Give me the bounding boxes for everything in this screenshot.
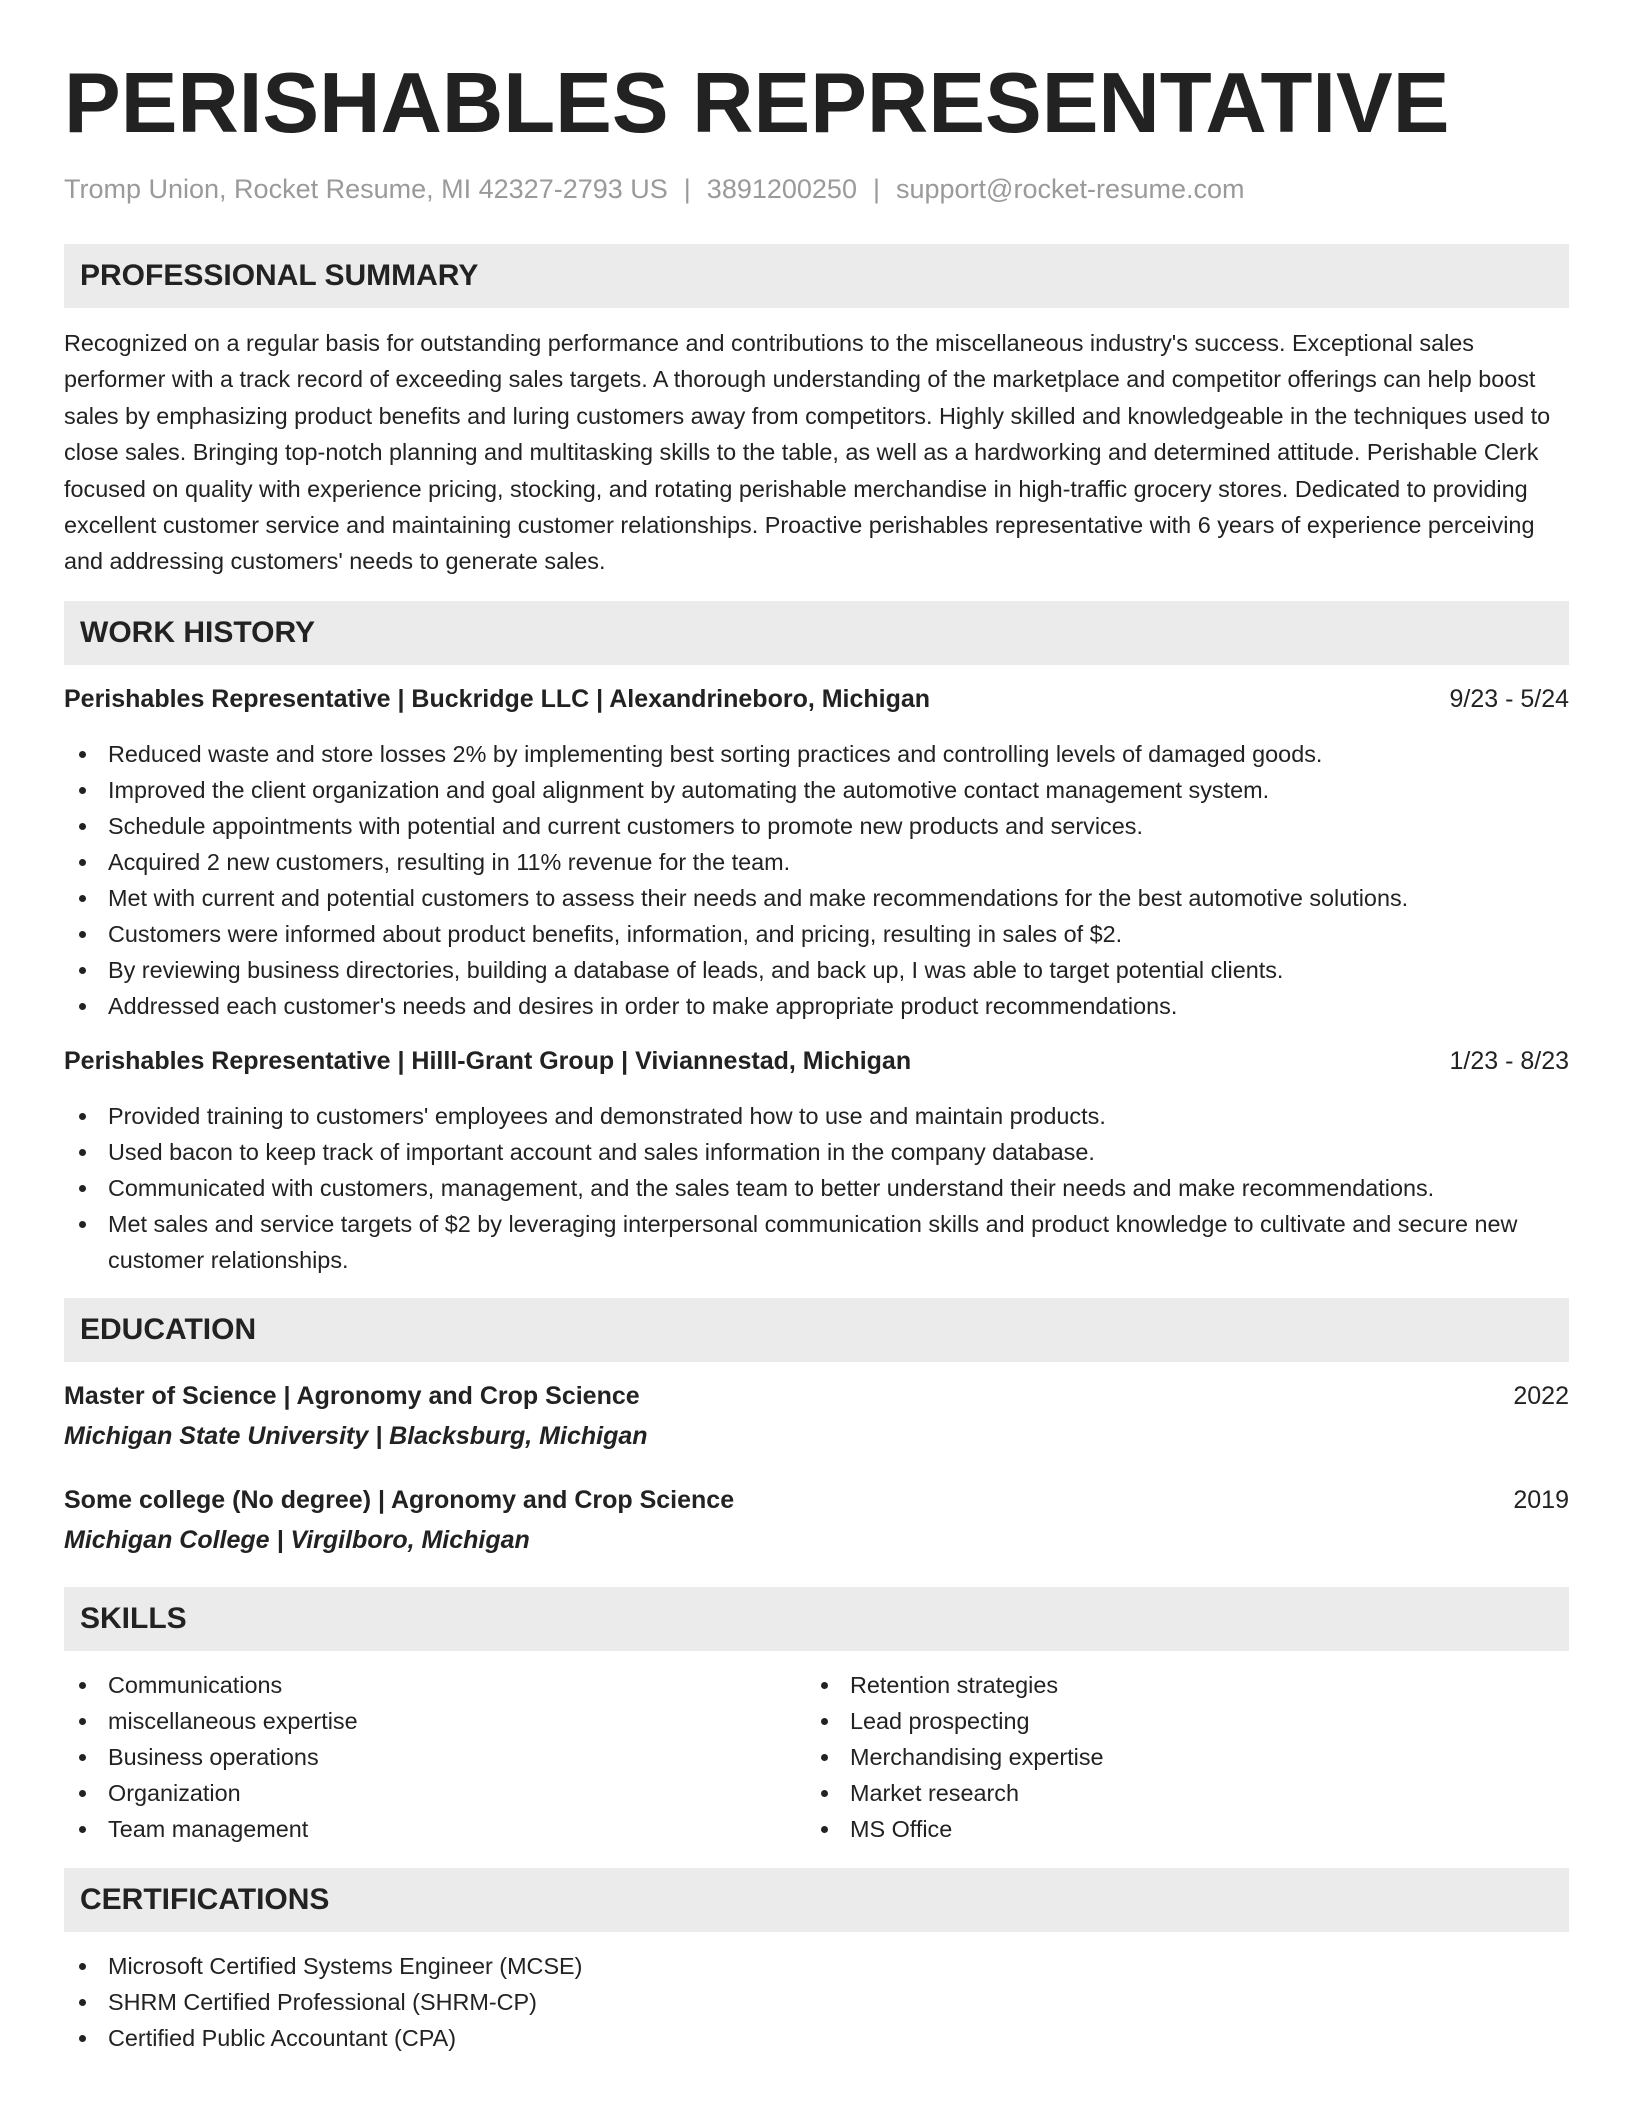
education-header (64, 1483, 1569, 1517)
job-dates: 9/23 - 5/24 (1449, 684, 1569, 713)
skills-grid (64, 1667, 1569, 1847)
summary-heading: PROFESSIONAL SUMMARY (64, 244, 1569, 308)
skill-item: Business operations (64, 1739, 806, 1775)
contact-separator: | (683, 174, 691, 204)
certification-item: Certified Public Accountant (CPA) (64, 2020, 1569, 2056)
job-bullet: Schedule appointments with potential and current customers to promote new products and services. (64, 808, 1569, 844)
contact-separator: | (872, 174, 880, 204)
education-section (64, 1298, 1569, 1557)
skill-item: Market research (806, 1775, 1548, 1811)
job-bullet: Improved the client organization and goal alignment by automating the automotive contact management system. (64, 772, 1569, 808)
job-entry (64, 1044, 1569, 1278)
job-bullets (64, 1098, 1569, 1278)
job-bullet: Acquired 2 new customers, resulting in 11% revenue for the team. (64, 844, 1569, 880)
skills-section (64, 1587, 1569, 1847)
job-bullet: Used bacon to keep track of important account and sales information in the company database. (64, 1134, 1569, 1170)
contact-email: support@rocket-resume.com (895, 174, 1245, 204)
education-entry (64, 1379, 1569, 1453)
candidate-name: PERISHABLES REPRESENTATIVE (64, 56, 1450, 151)
certifications-heading: CERTIFICATIONS (64, 1868, 1569, 1932)
job-bullet: By reviewing business directories, building a database of leads, and back up, I was able to target potential clients. (64, 952, 1569, 988)
contact-line (64, 172, 1569, 206)
work-history-heading: WORK HISTORY (64, 601, 1569, 665)
skill-item: Team management (64, 1811, 806, 1847)
education-degree: Some college (No degree) | Agronomy and Crop Science (64, 1485, 735, 1514)
contact-address: Tromp Union, Rocket Resume, MI 42327-2793 US (64, 174, 668, 204)
certification-item: SHRM Certified Professional (SHRM-CP) (64, 1984, 1569, 2020)
job-entry (64, 682, 1569, 1024)
skill-item: MS Office (806, 1811, 1548, 1847)
skill-item: Lead prospecting (806, 1703, 1548, 1739)
job-bullet: Communicated with customers, management, and the sales team to better understand their needs and make recommendations. (64, 1170, 1569, 1206)
certifications-section (64, 1868, 1569, 2056)
job-bullet: Customers were informed about product benefits, information, and pricing, resulting in sales of $2. (64, 916, 1569, 952)
education-year: 2019 (1513, 1485, 1569, 1514)
skill-item: Organization (64, 1775, 806, 1811)
job-bullet: Reduced waste and store losses 2% by implementing best sorting practices and controlling levels of damaged goods. (64, 736, 1569, 772)
certifications-list (64, 1948, 1569, 2056)
job-bullets (64, 736, 1569, 1024)
education-school: Michigan State University | Blacksburg, Michigan (64, 1421, 648, 1450)
skill-item: Communications (64, 1667, 806, 1703)
job-title: Perishables Representative | Hilll-Grant Group | Viviannestad, Michigan (64, 1046, 912, 1075)
skill-item: Merchandising expertise (806, 1739, 1548, 1775)
summary-section (64, 244, 1569, 580)
certification-item: Microsoft Certified Systems Engineer (MCSE) (64, 1948, 1569, 1984)
job-bullet: Provided training to customers' employees and demonstrated how to use and maintain products. (64, 1098, 1569, 1134)
education-heading: EDUCATION (64, 1298, 1569, 1362)
summary-text: Recognized on a regular basis for outstanding performance and contributions to the miscellaneous industry's success. Exceptional sales performer with a track record of exceeding sales targets. A thorough understanding of the marketplace and competitor offerings can help boost sales by emphasizing product benefits and luring customers away from competitors. Highly skilled and knowledgeable in the techniques used to close sales. Bringing top-notch planning and multitasking skills to the table, as well as a hardworking and determined attitude. Perishable Clerk focused on quality with experience pricing, stocking, and rotating perishable merchandise in high-traffic grocery stores. Dedicated to providing excellent customer service and maintaining customer relationships. Proactive perishables representative with 6 years of experience perceiving and addressing customers' needs to generate sales. (64, 330, 1551, 575)
job-bullet: Addressed each customer's needs and desires in order to make appropriate product recommendations. (64, 988, 1569, 1024)
skill-item: miscellaneous expertise (64, 1703, 806, 1739)
job-bullet: Met with current and potential customers to assess their needs and make recommendations for the best automotive solutions. (64, 880, 1569, 916)
job-bullet: Met sales and service targets of $2 by leveraging interpersonal communication skills and product knowledge to cultivate and secure new customer relationships. (64, 1206, 1569, 1278)
job-header (64, 1044, 1569, 1078)
skill-item: Retention strategies (806, 1667, 1548, 1703)
education-degree: Master of Science | Agronomy and Crop Science (64, 1381, 640, 1410)
education-entry (64, 1483, 1569, 1557)
job-header (64, 682, 1569, 716)
education-header (64, 1379, 1569, 1413)
job-dates: 1/23 - 8/23 (1449, 1046, 1569, 1075)
work-history-section (64, 601, 1569, 1278)
contact-phone: 3891200250 (706, 174, 857, 204)
skills-column-left (64, 1667, 806, 1847)
education-year: 2022 (1513, 1381, 1569, 1410)
education-school: Michigan College | Virgilboro, Michigan (64, 1525, 530, 1554)
skills-column-right (806, 1667, 1548, 1847)
skills-heading: SKILLS (64, 1587, 1569, 1651)
job-title: Perishables Representative | Buckridge LLC | Alexandrineboro, Michigan (64, 684, 931, 713)
